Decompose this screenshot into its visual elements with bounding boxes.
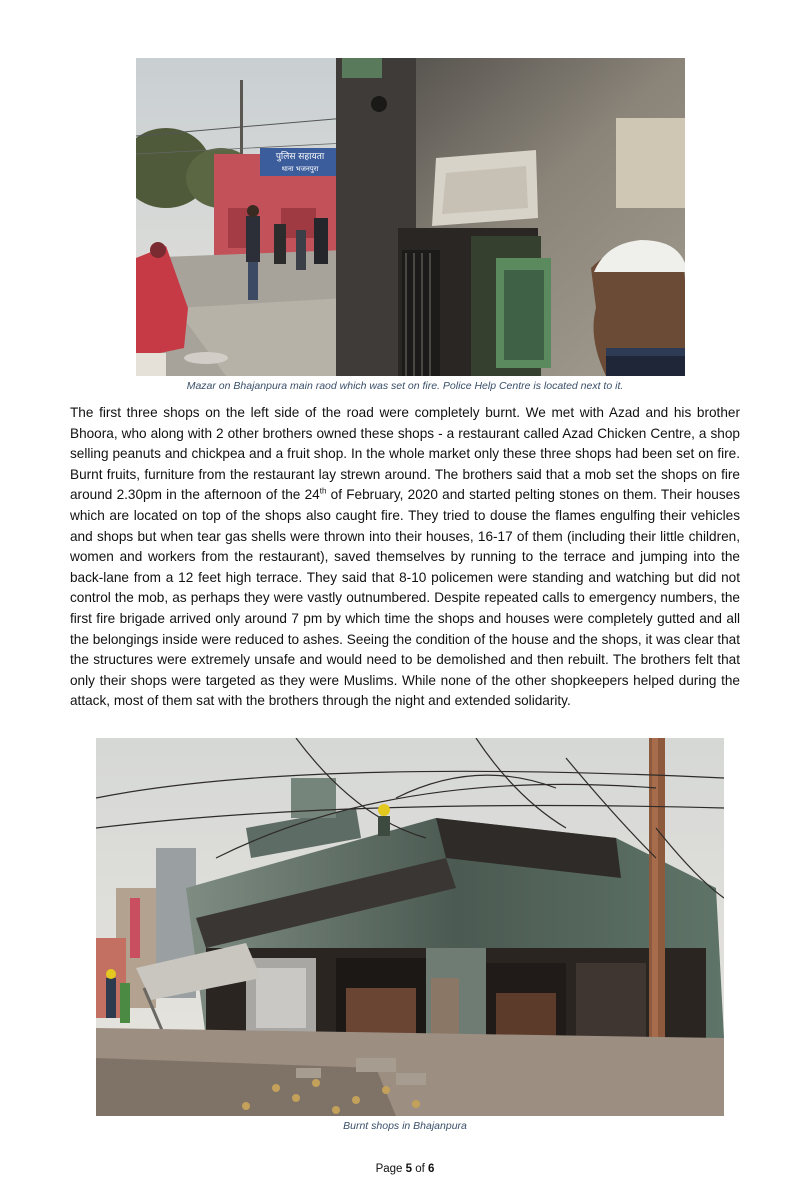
burnt-shops-photo bbox=[96, 738, 724, 1116]
page-number-current: 5 bbox=[405, 1163, 413, 1175]
page-number-prefix: Page bbox=[375, 1163, 406, 1175]
ordinal-superscript: th bbox=[319, 486, 327, 496]
mazar-photo-illustration bbox=[136, 58, 685, 376]
burnt-shops-photo-illustration bbox=[96, 738, 724, 1116]
police-sign-line1: पुलिस सहायता bbox=[275, 152, 325, 162]
body-paragraph-text-1: The first three shops on the left side of the road were completely burnt. We met with Azad and his brother Bhoora, who along with 2 other brothers owned these shops - a restaurant called Azad Chicken Centre, a shop selling peanuts and chickpea and a fruit shop. In the whole market only these three shops had been set on fire. Burnt fruits, furniture from the restaurant lay strewn around. The brothers said that a mob set the shops on fire around 2.30pm in the afternoon of the 24 bbox=[70, 405, 740, 503]
burnt-shops-caption: Burnt shops in Bhajanpura bbox=[343, 1120, 467, 1132]
mazar-photo-caption: Mazar on Bhajanpura main raod which was set on fire. Police Help Centre is located next to it. bbox=[186, 380, 624, 392]
mazar-photo bbox=[136, 58, 685, 376]
page-number bbox=[0, 1163, 810, 1175]
body-paragraph bbox=[70, 403, 740, 712]
body-paragraph-text-2: of February, 2020 and started pelting stones on them. Their houses which are located on top of the shops also caught fire. They tried to douse the flames engulfing their vehicles and shops but when tear gas shells were thrown into their houses, 16-17 of them (including their little children, women and workers from the restaurant), saved themselves by running to the terrace and jumping into the back-lane from a 12 feet high terrace. They said that 8-10 policemen were standing and watching but did not control the mob, as perhaps they were vastly outnumbered. Despite repeated calls to emergency numbers, the first fire brigade arrived only around 7 pm by which time the shops and houses were completely gutted and all the belongings inside were reduced to ashes. Seeing the condition of the house and the shops, it was clear that the structures were extremely unsafe and would need to be demolished and then rebuilt. The brothers felt that only their shops were targeted as they were Muslims. While none of the other shopkeepers helped during the attack, most of them sat with the brothers through the night and extended solidarity. bbox=[70, 487, 740, 709]
police-sign-line2: थाना भजनपुरा bbox=[281, 165, 319, 173]
page-number-sep: of bbox=[412, 1163, 429, 1175]
page-number-total: 6 bbox=[428, 1163, 435, 1175]
